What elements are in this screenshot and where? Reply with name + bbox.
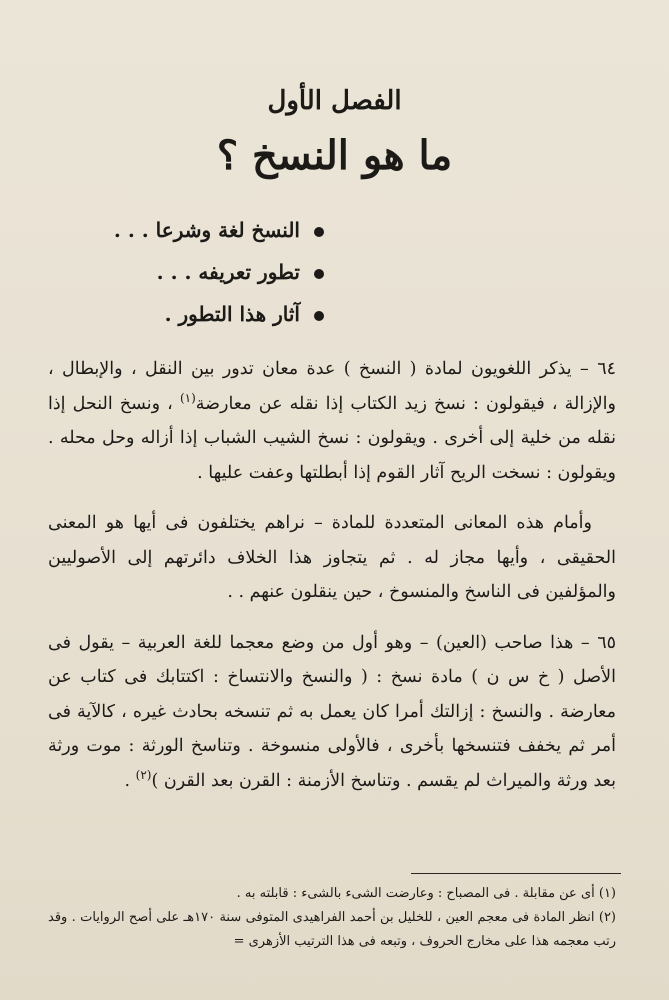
- paragraph: [48, 506, 616, 610]
- bullet-icon: [314, 269, 324, 279]
- chapter-title: ما هو النسخ ؟: [216, 132, 453, 179]
- paragraph-text: ٦٥ – هذا صاحب (العين) – وهو أول من وضع معجما للغة العربية – يقول فى الأصل ( خ س ن ) مادة نسخ : ( والنسخ والانتساخ : اكتتابك فى كتاب عن معارضة . والنسخ : إزالتك أمرا كان يعمل به ثم تنسخه بحادث غيره ، كالآية فى أمر ثم يخفف فتنسخها بأخرى ، فالأولى منسوخة . وتناسخ الورثة : موت ورثة بعد ورثة والميراث لم يقسم . وتناسخ الأزمنة : القرن بعد القرن ): [48, 632, 616, 791]
- footnote: (٢) انظر المادة فى معجم العين ، للخليل بن أحمد الفراهيدى المتوفى سنة ١٧٠هـ على أصح الروايات . وقد رتب معجمه هذا على مخارج الحروف ، وتبعه فى هذا الترتيب الأزهرى =: [48, 910, 616, 949]
- footnotes: [48, 882, 616, 954]
- paragraph-65: [48, 626, 616, 799]
- outline-item-text: آثار هذا التطور .: [164, 302, 300, 326]
- body-text: [48, 352, 616, 814]
- outline-item-text: تطور تعريفه . . .: [156, 260, 300, 284]
- paragraph-text: وأمام هذه المعانى المتعددة للمادة – نراهم يختلفون فى أيها هو المعنى الحقيقى ، وأيها مجاز له . ثم يتجاوز هذا الخلاف دائرتهم إلى الأصوليين والمؤلفين فى الناسخ والمنسوخ ، حين ينقلون عنهم . .: [48, 513, 616, 602]
- bullet-icon: [314, 227, 324, 237]
- chapter-outline: [113, 212, 324, 338]
- footnote-divider: [411, 873, 621, 874]
- outline-item: [124, 254, 324, 296]
- bullet-icon: [314, 311, 324, 321]
- paragraph-text: ٦٤ – يذكر اللغويون لمادة ( النسخ ) عدة معان تدور بين النقل ، والإبطال ، والإزالة ، فيقولون : نسخ زيد الكتاب إذا نقله عن معارضة: [48, 359, 616, 414]
- footnote-ref[interactable]: (١): [179, 390, 196, 405]
- paragraph-text-cont: ، ونسخ النحل إذا نقله من خلية إلى أخرى . ويقولون : نسخ الشيب الشباب إذا أزاله وحل محله . ويقولون : نسخت الريح آثار القوم إذا أبطلتها وعفت عليها .: [48, 393, 616, 483]
- footnote: (١) أى عن مقابلة . فى المصباح : وعارضت الشىء بالشىء : قابلته به .: [236, 886, 616, 901]
- chapter-label: الفصل الأول: [267, 86, 402, 116]
- footnote-ref[interactable]: (٢): [135, 767, 152, 782]
- outline-item: [113, 212, 324, 254]
- outline-item-text: النسخ لغة وشرعا . . .: [113, 218, 300, 242]
- paragraph-64: [48, 352, 616, 490]
- outline-item: [124, 296, 324, 338]
- paragraph-text-cont: .: [124, 770, 136, 791]
